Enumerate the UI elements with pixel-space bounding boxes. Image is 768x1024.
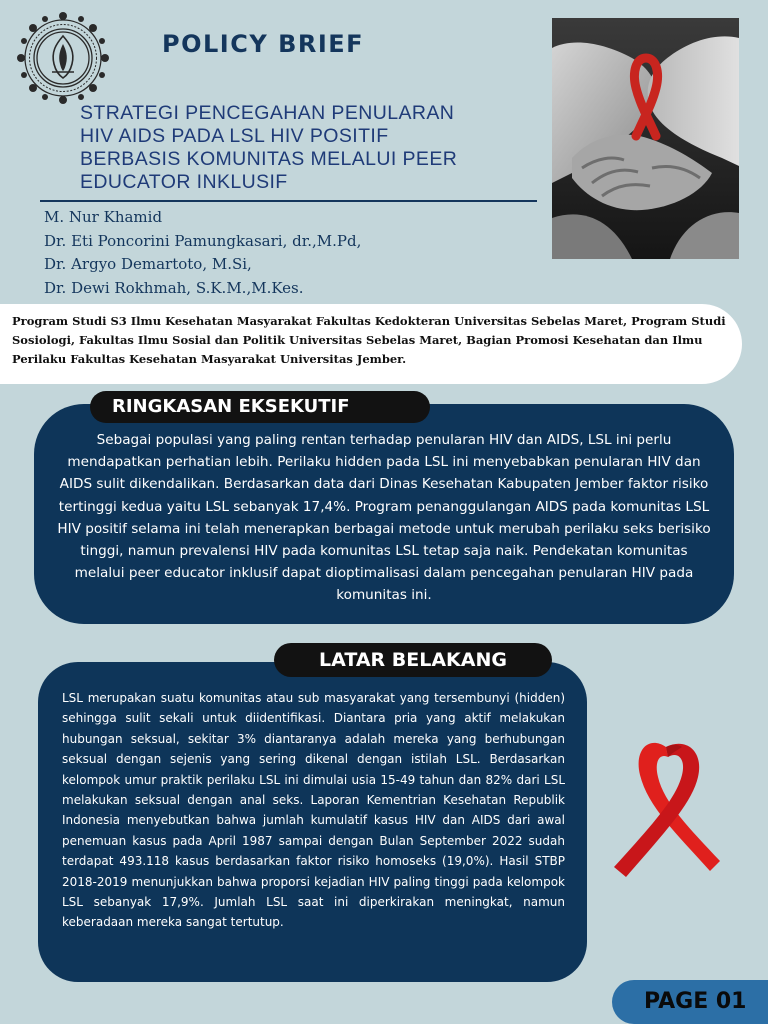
document-title: [80, 102, 540, 194]
executive-summary-panel: [34, 404, 734, 624]
executive-summary-heading: RINGKASAN EKSEKUTIF: [90, 391, 430, 423]
affiliation-box: Program Studi S3 Ilmu Kesehatan Masyarakat Fakultas Kedokteran Universitas Sebelas Maret, Program Studi Sosiologi, Fakultas Ilmu Sosial dan Politik Universitas Sebelas Maret, Bagian Promosi Kesehatan dan Ilmu Perilaku Fakultas Kesehatan Masyarakat Universitas Jember.: [0, 304, 742, 384]
author-list: [44, 206, 361, 300]
author-name: Dr. Argyo Demartoto, M.Si,: [44, 255, 252, 273]
title-divider: [40, 200, 537, 202]
red-ribbon-icon: [608, 733, 730, 893]
background-text: LSL merupakan suatu komunitas atau sub masyarakat yang tersembunyi (hidden) sehingga sulit sekali untuk diidentifikasi. Diantara pria yang aktif melakukan hubungan seksual, sekitar 3% diantaranya adalah mereka yang berhubungan seksual dengan sejenis yang sering dikenal dengan istilah LSL. Berdasarkan kelompok umur praktik perilaku LSL ini dimulai usia 15-49 tahun dan 82% dari LSL melakukan seksual dengan anal seks. Laporan Kementrian Kesehatan Republik Indonesia menyebutkan bahwa jumlah kumulatif kasus HIV dan AIDS dari awal penemuan kasus pada April 1987 sampai dengan Bulan September 2022 sudah terdapat 493.118 kasus berdasarkan faktor risiko homoseks (19,0%). Hasil STBP 2018-2019 menunjukkan bahwa proporsi kejadian HIV paling tinggi pada kelompok LSL sebanyak 17,9%. Jumlah LSL saat ini diperkirakan meningkat, namun keberadaan mereka sangat tertutup.: [62, 691, 565, 930]
background-panel: [38, 662, 587, 982]
background-heading: LATAR BELAKANG: [274, 643, 552, 677]
hands-red-ribbon-photo: [552, 18, 739, 259]
document-title-line: HIV AIDS PADA LSL HIV POSITIF: [80, 125, 389, 147]
document-title-line: STRATEGI PENCEGAHAN PENULARAN: [80, 102, 455, 124]
document-title-line: EDUCATOR INKLUSIF: [80, 171, 288, 193]
university-seal-icon: [12, 10, 114, 106]
document-title-line: BERBASIS KOMUNITAS MELALUI PEER: [80, 148, 458, 170]
executive-summary-text: Sebagai populasi yang paling rentan terhadap penularan HIV dan AIDS, LSL ini perlu mendapatkan perhatian lebih. Perilaku hidden pada LSL ini menyebabkan penularan HIV dan AIDS sulit dikendalikan. Berdasarkan data dari Dinas Kesehatan Kabupaten Jember faktor risiko tertinggi kedua yaitu LSL sebanyak 17,4%. Program penanggulangan AIDS pada komunitas LSL HIV positif selama ini telah menerapkan berbagai metode untuk merubah perilaku seks berisiko tinggi, namun prevalensi HIV pada komunitas LSL tetap saja naik. Pendekatan komunitas melalui peer educator inklusif dapat dioptimalisasi dalam pencegahan penularan HIV pada komunitas ini.: [57, 432, 711, 604]
author-name: M. Nur Khamid: [44, 208, 163, 226]
author-name: Dr. Dewi Rokhmah, S.K.M.,M.Kes.: [44, 278, 304, 297]
page-number-badge: PAGE 01: [612, 980, 768, 1024]
policy-brief-label: POLICY BRIEF: [162, 30, 365, 58]
author-name: Dr. Eti Poncorini Pamungkasari, dr.,M.Pd,: [44, 231, 362, 250]
